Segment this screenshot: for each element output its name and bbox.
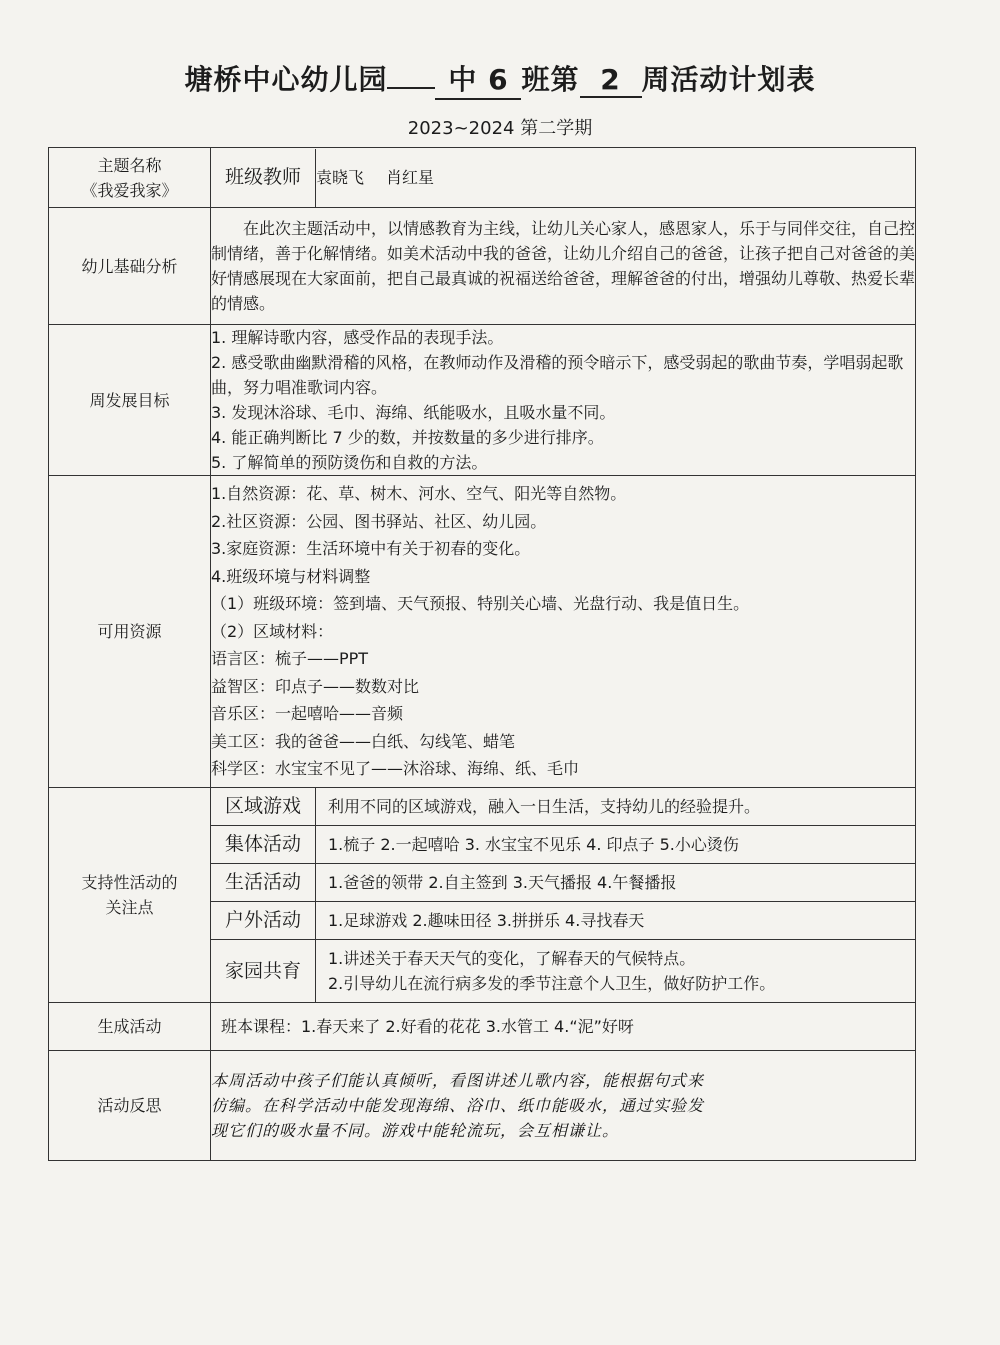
resource-item: 语言区：梳子——PPT — [211, 649, 369, 669]
resource-item: 1.自然资源：花、草、树木、河水、空气、阳光等自然物。 — [211, 484, 627, 504]
support-name: 生活活动 — [211, 864, 316, 902]
resource-item: 美工区：我的爸爸——白纸、勾线笔、蜡笔 — [211, 731, 516, 751]
goal-item: 4. 能正确判断比 7 少的数，并按数量的多少进行排序。 — [211, 428, 604, 447]
generated-label: 生成活动 — [49, 1003, 211, 1051]
support-value-line: 1.讲述关于春天天气的变化，了解春天的气候特点。 — [328, 949, 696, 968]
theme-label — [49, 148, 211, 208]
support-value-line: 2.引导幼儿在流行病多发的季节注意个人卫生，做好防护工作。 — [328, 974, 776, 993]
title-blank-1 — [387, 87, 435, 89]
resources-label: 可用资源 — [49, 476, 211, 788]
goals-list — [211, 325, 916, 476]
goal-item: 3. 发现沐浴球、毛巾、海绵、纸能吸水，且吸水量不同。 — [211, 403, 616, 422]
title-middle: 班第 — [521, 63, 580, 96]
reflection-handwriting — [211, 1051, 916, 1161]
goal-item: 1. 理解诗歌内容，感受作品的表现手法。 — [211, 328, 504, 347]
goal-item: 2. 感受歌曲幽默滑稽的风格，在教师动作及滑稽的预令暗示下，感受弱起的歌曲节奏，学唱弱起歌曲，努力唱准歌词内容。 — [211, 353, 904, 397]
support-activities — [211, 788, 916, 1003]
page-title — [0, 58, 1000, 100]
support-label-line2: 关注点 — [105, 898, 154, 917]
week-number: 2 — [580, 63, 642, 98]
reflection-line: 本周活动中孩子们能认真倾听，看图讲述儿歌内容，能根据句式来 — [211, 1071, 705, 1090]
theme-row — [49, 148, 916, 208]
support-name: 区域游戏 — [211, 788, 316, 826]
class-name: 中 6 — [435, 58, 521, 100]
resources-list — [211, 476, 916, 788]
support-value: 1.足球游戏 2.趣味田径 3.拼拼乐 4.寻找春天 — [316, 902, 916, 940]
theme-label-line2: 《我爱我家》 — [81, 180, 178, 200]
title-suffix: 周活动计划表 — [641, 63, 816, 96]
support-value: 利用不同的区域游戏，融入一日生活，支持幼儿的经验提升。 — [316, 788, 916, 826]
theme-info — [211, 148, 916, 208]
support-row-life — [211, 864, 915, 902]
goals-row — [49, 325, 916, 476]
plan-table — [48, 147, 916, 1161]
resource-item: 音乐区：一起嘻哈——音频 — [211, 704, 404, 724]
reflection-line: 仿编。在科学活动中能发现海绵、浴巾、纸巾能吸水，通过实验发 — [211, 1096, 705, 1115]
support-name: 集体活动 — [211, 826, 316, 864]
support-value — [316, 940, 916, 1003]
teacher-name-1: 袁晓飞 — [316, 168, 365, 187]
analysis-label: 幼儿基础分析 — [49, 208, 211, 325]
support-row-area — [211, 788, 915, 826]
support-row-home — [211, 940, 915, 1003]
support-row-group — [211, 826, 915, 864]
analysis-paragraph: 在此次主题活动中，以情感教育为主线，让幼儿关心家人，感恩家人，乐于与同伴交往，自己控制情绪，善于化解情绪。如美术活动中我的爸爸，让幼儿介绍自己的爸爸，让孩子把自己对爸爸的美好情感展现在大家面前，把自己最真诚的祝福送给爸爸，理解爸爸的付出，增强幼儿尊敬、热爱长辈的情感。 — [211, 219, 916, 313]
support-label-line1: 支持性活动的 — [81, 873, 178, 892]
generated-text: 班本课程：1.春天来了 2.好看的花花 3.水管工 4.“泥”好呀 — [211, 1003, 916, 1051]
support-value: 1.爸爸的领带 2.自主签到 3.天气播报 4.午餐播报 — [316, 864, 916, 902]
support-name: 家园共育 — [211, 940, 316, 1003]
analysis-row — [49, 208, 916, 325]
resource-item: 益智区：印点子——数数对比 — [211, 676, 420, 696]
support-row-outdoor — [211, 902, 915, 940]
term: 2023~2024 第二学期 — [407, 118, 593, 139]
teacher-label: 班级教师 — [211, 149, 316, 207]
support-row — [49, 788, 916, 1003]
reflection-row — [49, 1051, 916, 1161]
reflection-line: 现它们的吸水量不同。游戏中能轮流玩，会互相谦让。 — [211, 1121, 620, 1140]
generated-row — [49, 1003, 916, 1051]
resource-item: 4.班级环境与材料调整 — [211, 566, 371, 586]
support-table — [211, 788, 915, 1002]
resource-item: 2.社区资源：公园、图书驿站、社区、幼儿园。 — [211, 511, 547, 531]
resource-item: （1）班级环境：签到墙、天气预报、特别关心墙、光盘行动、我是值日生。 — [211, 594, 750, 614]
support-name: 户外活动 — [211, 902, 316, 940]
goal-item: 5. 了解简单的预防烫伤和自救的方法。 — [211, 453, 488, 472]
resources-row — [49, 476, 916, 788]
reflection-label: 活动反思 — [49, 1051, 211, 1161]
support-value: 1.梳子 2.一起嘻哈 3. 水宝宝不见乐 4. 印点子 5.小心烫伤 — [316, 826, 916, 864]
analysis-text — [211, 208, 916, 325]
resource-item: 科学区：水宝宝不见了——沐浴球、海绵、纸、毛巾 — [211, 759, 580, 779]
resource-item: 3.家庭资源：生活环境中有关于初春的变化。 — [211, 539, 531, 559]
resource-item: （2）区域材料： — [211, 621, 334, 641]
teacher-names — [316, 149, 916, 207]
theme-label-line1: 主题名称 — [97, 155, 162, 175]
goals-label: 周发展目标 — [49, 325, 211, 476]
teacher-name-2: 肖红星 — [386, 168, 435, 187]
support-label — [49, 788, 211, 1003]
title-prefix: 塘桥中心幼儿园 — [184, 63, 388, 96]
